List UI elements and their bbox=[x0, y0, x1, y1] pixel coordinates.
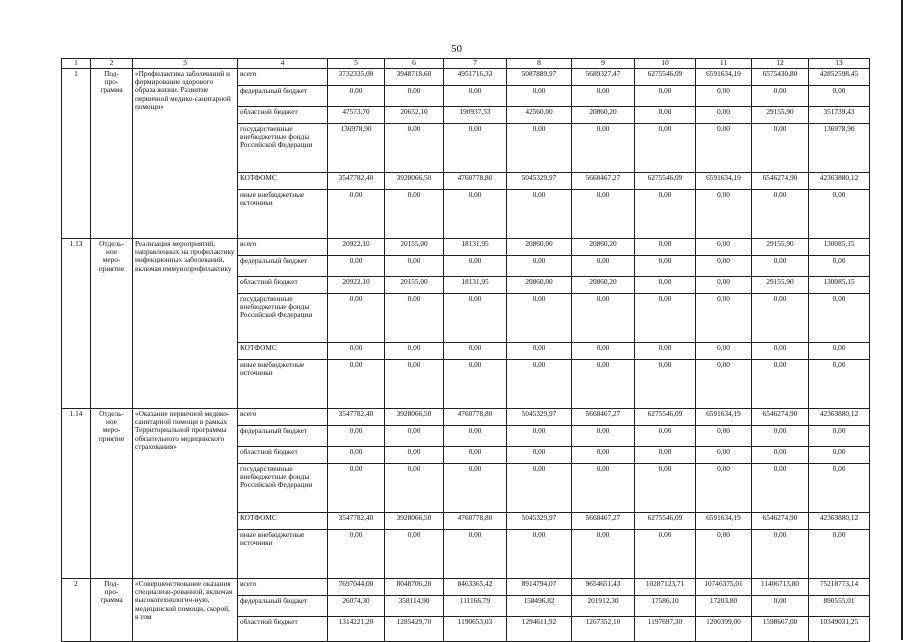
table-body bbox=[62, 68, 870, 641]
amount-cell: 0,00 bbox=[635, 255, 696, 276]
amount-cell: 0,00 bbox=[572, 123, 635, 172]
amount-cell: 26074,30 bbox=[328, 595, 385, 616]
amount-cell: 1294611,92 bbox=[507, 616, 572, 641]
amount-cell: 20860,00 bbox=[507, 238, 572, 255]
amount-cell: 0,00 bbox=[696, 529, 752, 578]
amount-cell: 0,00 bbox=[809, 189, 870, 238]
amount-cell: 0,00 bbox=[572, 359, 635, 408]
amount-cell: 20860,20 bbox=[572, 106, 635, 123]
funding-source: федеральный бюджет bbox=[238, 425, 328, 446]
section-index: 1.14 bbox=[62, 408, 91, 578]
amount-cell: 0,00 bbox=[696, 276, 752, 293]
funding-source: КОТФОМС bbox=[238, 342, 328, 359]
amount-cell: 1197697,30 bbox=[635, 616, 696, 641]
amount-cell: 10349031,25 bbox=[809, 616, 870, 641]
amount-cell: 0,00 bbox=[696, 463, 752, 512]
amount-cell: 0,00 bbox=[696, 293, 752, 342]
funding-source: иные внебюджетные источники bbox=[238, 359, 328, 408]
amount-cell: 0,00 bbox=[696, 85, 752, 106]
amount-cell: 0,00 bbox=[507, 342, 572, 359]
amount-cell: 0,00 bbox=[507, 446, 572, 463]
amount-cell: 0,00 bbox=[809, 463, 870, 512]
amount-cell: 0,00 bbox=[696, 189, 752, 238]
amount-cell: 0,00 bbox=[752, 189, 809, 238]
amount-cell: 0,00 bbox=[809, 529, 870, 578]
amount-cell: 158496,82 bbox=[507, 595, 572, 616]
amount-cell: 0,00 bbox=[572, 293, 635, 342]
amount-cell: 0,00 bbox=[809, 293, 870, 342]
column-number-2: 2 bbox=[91, 59, 133, 69]
column-number-7: 7 bbox=[444, 59, 507, 69]
amount-cell: 18131,95 bbox=[444, 276, 507, 293]
funding-source: всего bbox=[238, 408, 328, 425]
amount-cell: 4760778,80 bbox=[444, 408, 507, 425]
amount-cell: 0,00 bbox=[635, 342, 696, 359]
amount-cell: 8463365,42 bbox=[444, 578, 507, 595]
amount-cell: 0,00 bbox=[696, 359, 752, 408]
amount-cell: 11406713,80 bbox=[752, 578, 809, 595]
amount-cell: 3928066,50 bbox=[385, 172, 444, 189]
amount-cell: 0,00 bbox=[635, 293, 696, 342]
amount-cell: 42363880,12 bbox=[809, 172, 870, 189]
section-title: Реализация мероприятий, направленных на профилактику инфекционных заболеваний, включая иммунопрофилактику bbox=[133, 238, 238, 408]
amount-cell: 0,00 bbox=[635, 425, 696, 446]
amount-cell: 1285429,70 bbox=[385, 616, 444, 641]
amount-cell: 5045329,97 bbox=[507, 172, 572, 189]
amount-cell: 0,00 bbox=[328, 425, 385, 446]
amount-cell: 0,00 bbox=[328, 293, 385, 342]
amount-cell: 0,00 bbox=[572, 446, 635, 463]
amount-cell: 0,00 bbox=[507, 425, 572, 446]
amount-cell: 6275546,09 bbox=[635, 68, 696, 85]
budget-table bbox=[61, 58, 870, 642]
amount-cell: 0,00 bbox=[696, 106, 752, 123]
amount-cell: 201912,30 bbox=[572, 595, 635, 616]
amount-cell: 0,00 bbox=[572, 425, 635, 446]
amount-cell: 0,00 bbox=[507, 293, 572, 342]
amount-cell: 0,00 bbox=[507, 463, 572, 512]
amount-cell: 0,00 bbox=[752, 359, 809, 408]
column-number-6: 6 bbox=[385, 59, 444, 69]
amount-cell: 3547782,40 bbox=[328, 512, 385, 529]
funding-source: иные внебюджетные источники bbox=[238, 529, 328, 578]
amount-cell: 0,00 bbox=[752, 342, 809, 359]
amount-cell: 0,00 bbox=[328, 529, 385, 578]
amount-cell: 5689327,47 bbox=[572, 68, 635, 85]
amount-cell: 136978,90 bbox=[809, 123, 870, 172]
amount-cell: 0,00 bbox=[328, 255, 385, 276]
amount-cell: 0,00 bbox=[444, 446, 507, 463]
funding-source: КОТФОМС bbox=[238, 512, 328, 529]
amount-cell: 0,00 bbox=[328, 189, 385, 238]
amount-cell: 0,00 bbox=[328, 342, 385, 359]
amount-cell: 3547782,40 bbox=[328, 172, 385, 189]
amount-cell: 6275546,09 bbox=[635, 512, 696, 529]
amount-cell: 4951716,33 bbox=[444, 68, 507, 85]
amount-cell: 0,00 bbox=[444, 463, 507, 512]
amount-cell: 351739,43 bbox=[809, 106, 870, 123]
amount-cell: 0,00 bbox=[507, 189, 572, 238]
amount-cell: 190937,53 bbox=[444, 106, 507, 123]
amount-cell: 0,00 bbox=[752, 463, 809, 512]
amount-cell: 0,00 bbox=[507, 529, 572, 578]
amount-cell: 0,00 bbox=[572, 255, 635, 276]
amount-cell: 890555,01 bbox=[809, 595, 870, 616]
column-number-1: 1 bbox=[62, 59, 91, 69]
amount-cell: 0,00 bbox=[635, 238, 696, 255]
amount-cell: 0,00 bbox=[696, 123, 752, 172]
amount-cell: 5045329,97 bbox=[507, 408, 572, 425]
amount-cell: 1314221,20 bbox=[328, 616, 385, 641]
amount-cell: 0,00 bbox=[572, 342, 635, 359]
section-title: «Оказание первичной медико-санитарной помощи в рамках Территориальной программы обязательного медицинского страхования» bbox=[133, 408, 238, 578]
amount-cell: 0,00 bbox=[809, 359, 870, 408]
amount-cell: 0,00 bbox=[696, 342, 752, 359]
amount-cell: 0,00 bbox=[444, 529, 507, 578]
amount-cell: 111166,79 bbox=[444, 595, 507, 616]
amount-cell: 20860,00 bbox=[507, 276, 572, 293]
amount-cell: 20155,00 bbox=[385, 238, 444, 255]
amount-cell: 1598667,00 bbox=[752, 616, 809, 641]
amount-cell: 0,00 bbox=[635, 359, 696, 408]
funding-source: всего bbox=[238, 68, 328, 85]
amount-cell: 75218773,14 bbox=[809, 578, 870, 595]
amount-cell: 0,00 bbox=[809, 425, 870, 446]
amount-cell: 358114,90 bbox=[385, 595, 444, 616]
section-index: 1.13 bbox=[62, 238, 91, 408]
funding-source: областной бюджет bbox=[238, 446, 328, 463]
amount-cell: 0,00 bbox=[444, 293, 507, 342]
amount-cell: 0,00 bbox=[635, 189, 696, 238]
amount-cell: 0,00 bbox=[635, 85, 696, 106]
table-header bbox=[62, 59, 870, 69]
section-title: «Профилактика заболеваний и формирование здорового образа жизни. Развитие первичной медико-санитарной помощи» bbox=[133, 68, 238, 238]
page-number: 50 bbox=[451, 43, 462, 55]
column-number-11: 11 bbox=[696, 59, 752, 69]
amount-cell: 3547782,40 bbox=[328, 408, 385, 425]
funding-source: федеральный бюджет bbox=[238, 595, 328, 616]
amount-cell: 0,00 bbox=[752, 425, 809, 446]
amount-cell: 5668467,27 bbox=[572, 512, 635, 529]
amount-cell: 0,00 bbox=[328, 359, 385, 408]
amount-cell: 42852598,45 bbox=[809, 68, 870, 85]
amount-cell: 0,00 bbox=[635, 276, 696, 293]
funding-source: областной бюджет bbox=[238, 616, 328, 641]
amount-cell: 130085,15 bbox=[809, 238, 870, 255]
amount-cell: 0,00 bbox=[809, 255, 870, 276]
amount-cell: 6546274,90 bbox=[752, 512, 809, 529]
amount-cell: 6275546,09 bbox=[635, 172, 696, 189]
amount-cell: 3732335,00 bbox=[328, 68, 385, 85]
table-row bbox=[62, 408, 870, 425]
amount-cell: 3928066,50 bbox=[385, 512, 444, 529]
amount-cell: 0,00 bbox=[507, 255, 572, 276]
amount-cell: 0,00 bbox=[696, 238, 752, 255]
amount-cell: 0,00 bbox=[635, 446, 696, 463]
amount-cell: 20155,00 bbox=[385, 276, 444, 293]
amount-cell: 0,00 bbox=[572, 463, 635, 512]
column-number-5: 5 bbox=[328, 59, 385, 69]
amount-cell: 0,00 bbox=[752, 446, 809, 463]
amount-cell: 0,00 bbox=[752, 529, 809, 578]
amount-cell: 0,00 bbox=[507, 359, 572, 408]
amount-cell: 29155,90 bbox=[752, 238, 809, 255]
amount-cell: 5045329,97 bbox=[507, 512, 572, 529]
amount-cell: 29155,90 bbox=[752, 106, 809, 123]
amount-cell: 0,00 bbox=[809, 446, 870, 463]
amount-cell: 130085,15 bbox=[809, 276, 870, 293]
amount-cell: 0,00 bbox=[635, 123, 696, 172]
amount-cell: 10746375,01 bbox=[696, 578, 752, 595]
amount-cell: 0,00 bbox=[635, 106, 696, 123]
amount-cell: 0,00 bbox=[752, 293, 809, 342]
amount-cell: 6546274,90 bbox=[752, 172, 809, 189]
funding-source: федеральный бюджет bbox=[238, 255, 328, 276]
funding-source: государственные внебюджетные фонды Российской Федерации bbox=[238, 123, 328, 172]
amount-cell: 29155,90 bbox=[752, 276, 809, 293]
amount-cell: 0,00 bbox=[444, 189, 507, 238]
section-type: Отдель- ное меро- приятие bbox=[91, 408, 133, 578]
amount-cell: 6591634,19 bbox=[696, 172, 752, 189]
amount-cell: 0,00 bbox=[328, 85, 385, 106]
amount-cell: 0,00 bbox=[809, 342, 870, 359]
amount-cell: 0,00 bbox=[696, 446, 752, 463]
funding-source: государственные внебюджетные фонды Российской Федерации bbox=[238, 293, 328, 342]
amount-cell: 0,00 bbox=[696, 425, 752, 446]
funding-source: всего bbox=[238, 578, 328, 595]
scan-edge-line bbox=[901, 0, 903, 640]
funding-source: областной бюджет bbox=[238, 276, 328, 293]
funding-source: КОТФОМС bbox=[238, 172, 328, 189]
funding-source: областной бюджет bbox=[238, 106, 328, 123]
amount-cell: 4760778,80 bbox=[444, 172, 507, 189]
amount-cell: 0,00 bbox=[385, 123, 444, 172]
column-number-10: 10 bbox=[635, 59, 696, 69]
section-type: Под- про- грамма bbox=[91, 68, 133, 238]
amount-cell: 0,00 bbox=[572, 189, 635, 238]
amount-cell: 0,00 bbox=[635, 529, 696, 578]
amount-cell: 0,00 bbox=[444, 123, 507, 172]
funding-source: федеральный бюджет bbox=[238, 85, 328, 106]
column-number-row bbox=[62, 59, 870, 69]
column-number-13: 13 bbox=[809, 59, 870, 69]
amount-cell: 42363880,12 bbox=[809, 512, 870, 529]
amount-cell: 6591634,19 bbox=[696, 408, 752, 425]
amount-cell: 0,00 bbox=[385, 189, 444, 238]
amount-cell: 42363880,12 bbox=[809, 408, 870, 425]
amount-cell: 0,00 bbox=[444, 425, 507, 446]
funding-source: государственные внебюджетные фонды Российской Федерации bbox=[238, 463, 328, 512]
funding-source: всего bbox=[238, 238, 328, 255]
amount-cell: 0,00 bbox=[507, 85, 572, 106]
amount-cell: 18131,95 bbox=[444, 238, 507, 255]
table-row bbox=[62, 238, 870, 255]
amount-cell: 6591634,19 bbox=[696, 512, 752, 529]
amount-cell: 0,00 bbox=[385, 359, 444, 408]
amount-cell: 0,00 bbox=[635, 463, 696, 512]
amount-cell: 0,00 bbox=[385, 529, 444, 578]
amount-cell: 0,00 bbox=[572, 529, 635, 578]
amount-cell: 0,00 bbox=[752, 123, 809, 172]
amount-cell: 0,00 bbox=[328, 463, 385, 512]
amount-cell: 9654651,43 bbox=[572, 578, 635, 595]
amount-cell: 0,00 bbox=[385, 293, 444, 342]
section-index: 1 bbox=[62, 68, 91, 238]
amount-cell: 20922,10 bbox=[328, 276, 385, 293]
amount-cell: 0,00 bbox=[809, 85, 870, 106]
amount-cell: 0,00 bbox=[752, 595, 809, 616]
column-number-3: 3 bbox=[133, 59, 238, 69]
section-type: Под- про- грамма bbox=[91, 578, 133, 641]
amount-cell: 5668467,27 bbox=[572, 172, 635, 189]
amount-cell: 0,00 bbox=[385, 342, 444, 359]
amount-cell: 5668467,27 bbox=[572, 408, 635, 425]
amount-cell: 136978,90 bbox=[328, 123, 385, 172]
amount-cell: 7697044,00 bbox=[328, 578, 385, 595]
amount-cell: 6546274,90 bbox=[752, 408, 809, 425]
amount-cell: 1190653,03 bbox=[444, 616, 507, 641]
amount-cell: 0,00 bbox=[572, 85, 635, 106]
column-number-12: 12 bbox=[752, 59, 809, 69]
amount-cell: 0,00 bbox=[444, 85, 507, 106]
amount-cell: 8048706,20 bbox=[385, 578, 444, 595]
amount-cell: 10287123,71 bbox=[635, 578, 696, 595]
table-row bbox=[62, 578, 870, 595]
section-index: 2 bbox=[62, 578, 91, 641]
amount-cell: 6275546,09 bbox=[635, 408, 696, 425]
amount-cell: 0,00 bbox=[444, 359, 507, 408]
amount-cell: 6575430,80 bbox=[752, 68, 809, 85]
amount-cell: 20922,10 bbox=[328, 238, 385, 255]
table-row bbox=[62, 68, 870, 85]
amount-cell: 42560,00 bbox=[507, 106, 572, 123]
amount-cell: 0,00 bbox=[752, 85, 809, 106]
amount-cell: 0,00 bbox=[444, 255, 507, 276]
amount-cell: 1200399,00 bbox=[696, 616, 752, 641]
amount-cell: 6591634,19 bbox=[696, 68, 752, 85]
amount-cell: 0,00 bbox=[385, 255, 444, 276]
amount-cell: 4760778,80 bbox=[444, 512, 507, 529]
column-number-8: 8 bbox=[507, 59, 572, 69]
amount-cell: 20860,20 bbox=[572, 238, 635, 255]
column-number-9: 9 bbox=[572, 59, 635, 69]
amount-cell: 0,00 bbox=[385, 446, 444, 463]
amount-cell: 20860,20 bbox=[572, 276, 635, 293]
amount-cell: 8914794,07 bbox=[507, 578, 572, 595]
amount-cell: 3948718,60 bbox=[385, 68, 444, 85]
amount-cell: 20652,10 bbox=[385, 106, 444, 123]
amount-cell: 1267352,10 bbox=[572, 616, 635, 641]
amount-cell: 5087889,97 bbox=[507, 68, 572, 85]
section-type: Отдель- ное меро- приятие bbox=[91, 238, 133, 408]
amount-cell: 0,00 bbox=[328, 446, 385, 463]
amount-cell: 0,00 bbox=[752, 255, 809, 276]
amount-cell: 0,00 bbox=[385, 425, 444, 446]
amount-cell: 0,00 bbox=[385, 463, 444, 512]
column-number-4: 4 bbox=[238, 59, 328, 69]
amount-cell: 0,00 bbox=[385, 85, 444, 106]
amount-cell: 3928066,50 bbox=[385, 408, 444, 425]
amount-cell: 0,00 bbox=[507, 123, 572, 172]
amount-cell: 47573,70 bbox=[328, 106, 385, 123]
amount-cell: 0,00 bbox=[696, 255, 752, 276]
amount-cell: 17203,80 bbox=[696, 595, 752, 616]
amount-cell: 0,00 bbox=[444, 342, 507, 359]
section-title: «Совершенствование оказания специализи-рованной, включая высокотехнологич-ную, медицинской помощи, скорой, в том bbox=[133, 578, 238, 641]
amount-cell: 17586,10 bbox=[635, 595, 696, 616]
funding-source: иные внебюджетные источники bbox=[238, 189, 328, 238]
